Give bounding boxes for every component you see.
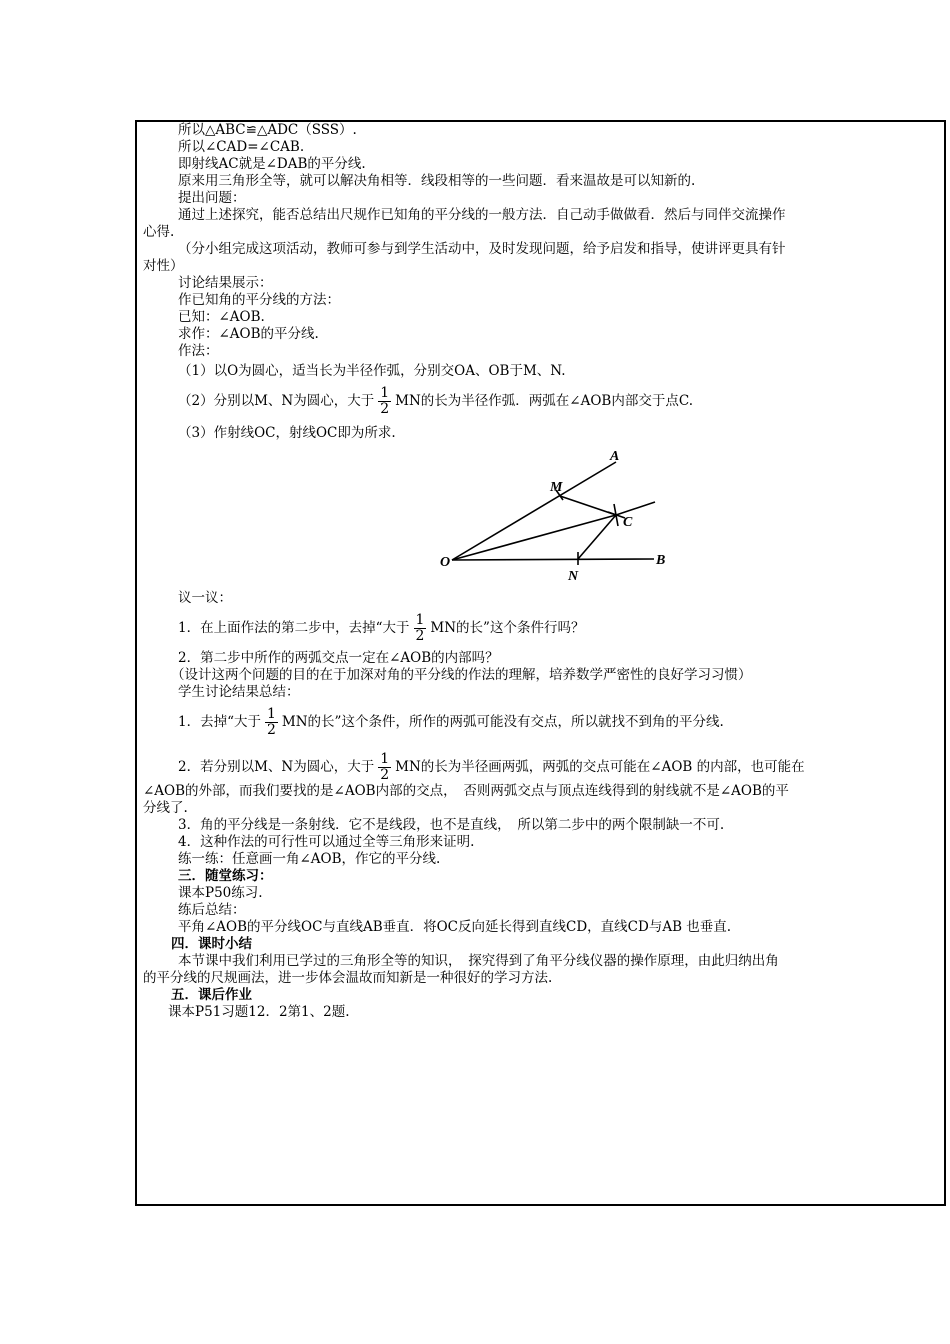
summary-title: 学生讨论结果总结： xyxy=(178,684,300,700)
answer-4: 4．这种作法的可行性可以通过全等三角形来证明. xyxy=(178,834,475,850)
ray-oa xyxy=(452,462,616,560)
text-line: ∠AOB的外部，而我们要找的是∠AOB内部的交点， 否则两弧交点与顶点连线得到的射线就不是∠AOB的平 xyxy=(143,783,789,799)
text-line: 求作：∠AOB的平分线. xyxy=(178,326,319,342)
fraction-denominator: 2 xyxy=(415,628,425,644)
fraction-denominator: 2 xyxy=(380,767,390,783)
step-2-prefix: （2）分别以M、N为圆心，大于 xyxy=(178,393,375,409)
fraction-denominator: 2 xyxy=(380,401,390,417)
text-line: 讨论结果展示： xyxy=(178,275,273,291)
text-line: 作法： xyxy=(178,343,219,359)
fraction-numerator: 1 xyxy=(380,751,390,767)
label-m: M xyxy=(550,480,563,495)
label-n: N xyxy=(568,569,579,584)
label-c: C xyxy=(623,515,633,530)
fraction-half xyxy=(265,707,278,738)
fraction-numerator: 1 xyxy=(380,385,390,401)
label-a: A xyxy=(610,449,620,464)
section-5-heading: 五．课后作业 xyxy=(171,987,252,1003)
answer-2-prefix: 2．若分别以M、N为圆心，大于 xyxy=(178,759,375,775)
text-line: 所以△ABC≌△ADC（SSS）. xyxy=(178,122,357,138)
homework-line: 课本P51习题12．2第1、2题. xyxy=(168,1004,350,1020)
answer-1-suffix: MN的长”这个条件，所作的两弧可能没有交点，所以就找不到角的平分线. xyxy=(281,714,724,730)
segment-mc xyxy=(560,496,616,515)
answer-2-suffix: MN的长为半径画两弧，两弧的交点可能在∠AOB 的内部，也可能在 xyxy=(395,759,805,775)
angle-bisector-figure xyxy=(438,448,678,586)
text-line: 的平分线的尺规画法，进一步体会温故而知新是一种很好的学习方法. xyxy=(143,970,553,986)
section-4-heading: 四．课时小结 xyxy=(171,936,252,952)
section-3-heading: 三．随堂练习： xyxy=(178,868,273,884)
text-line: 本节课中我们利用已学过的三角形全等的知识， 探究得到了角平分线仪器的操作原理，由此归纳出角 xyxy=(178,953,779,969)
label-o: O xyxy=(440,555,451,570)
question-1-prefix: 1．在上面作法的第二步中，去掉“大于 xyxy=(178,620,410,636)
step-1: （1）以O为圆心，适当长为半径作弧，分别交OA、OB于M、N. xyxy=(178,363,566,379)
ray-ob xyxy=(452,559,654,560)
fraction-denominator: 2 xyxy=(267,722,276,738)
design-note: （设计这两个问题的目的在于加深对角的平分线的作法的理解，培养数学严密性的良好学习习惯） xyxy=(171,667,752,683)
answer-1-prefix: 1．去掉“大于 xyxy=(178,714,261,730)
text-line: 平角∠AOB的平分线OC与直线AB垂直．将OC反向延长得到直线CD，直线CD与AB 也垂直. xyxy=(178,919,732,935)
fraction-half xyxy=(414,613,427,644)
label-b: B xyxy=(656,553,666,568)
text-line: 通过上述探究，能否总结出尺规作已知角的平分线的一般方法．自己动手做做看．然后与同伴交流操作 xyxy=(178,207,786,223)
arc-extension xyxy=(616,502,655,515)
text-line: 提出问题： xyxy=(178,190,246,206)
document-body xyxy=(143,122,943,1021)
answer-1 xyxy=(143,707,943,738)
question-1-suffix: MN的长”这个条件行吗？ xyxy=(430,620,585,636)
discuss-heading: 议一议： xyxy=(178,590,232,606)
text-line: 即射线AC就是∠DAB的平分线. xyxy=(178,156,366,172)
text-line: 原来用三角形全等，就可以解决角相等．线段相等的一些问题．看来温故是可以知新的. xyxy=(178,173,696,189)
text-line: 心得. xyxy=(143,224,175,240)
step-2-suffix: MN的长为半径作弧．两弧在∠AOB内部交于点C. xyxy=(395,393,693,409)
text-line: 对性） xyxy=(143,258,184,274)
fraction-numerator: 1 xyxy=(415,612,425,628)
step-2 xyxy=(143,386,943,417)
text-line: 作已知角的平分线的方法： xyxy=(178,292,340,308)
text-line: 分线了. xyxy=(143,800,188,816)
text-line: 所以∠CAD=∠CAB. xyxy=(178,139,305,155)
question-2: 2．第二步中所作的两弧交点一定在∠AOB的内部吗？ xyxy=(178,650,499,666)
answer-3: 3．角的平分线是一条射线．它不是线段，也不是直线， 所以第二步中的两个限制缺一不可. xyxy=(178,817,725,833)
answer-2 xyxy=(143,752,943,783)
question-1 xyxy=(143,613,943,644)
text-line: 练后总结： xyxy=(178,902,246,918)
step-3: （3）作射线OC，射线OC即为所求. xyxy=(178,425,396,441)
text-line: 已知：∠AOB. xyxy=(178,309,265,325)
fraction-numerator: 1 xyxy=(267,706,276,722)
ray-oc xyxy=(452,515,616,560)
fraction-half xyxy=(378,386,391,417)
text-line: 课本P50练习. xyxy=(178,885,263,901)
segment-nc xyxy=(578,515,616,559)
fraction-half xyxy=(378,752,391,783)
practice-line: 练一练：任意画一角∠AOB，作它的平分线. xyxy=(178,851,441,867)
text-line: （分小组完成这项活动，教师可参与到学生活动中，及时发现问题，给予启发和指导，使讲评更具有针 xyxy=(178,241,786,257)
